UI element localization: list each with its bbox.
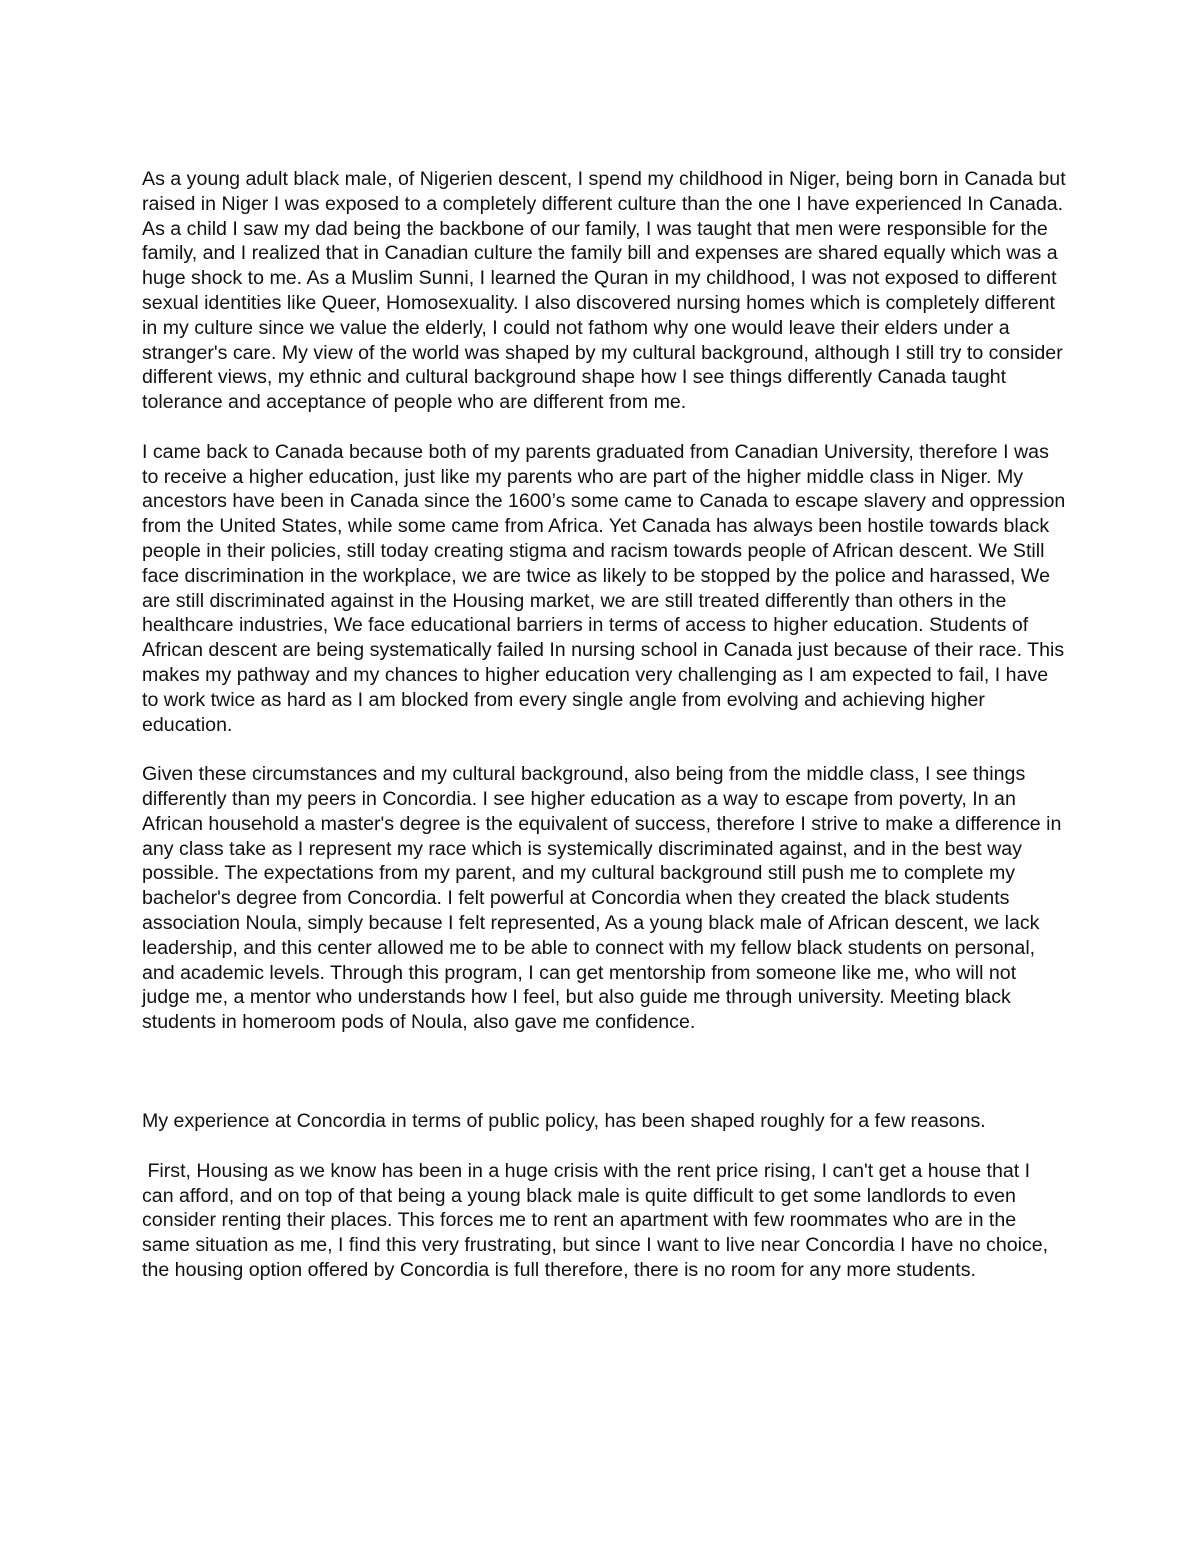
paragraph-concordia-perspective: Given these circumstances and my cultural background, also being from the middle class, I see things differently than my peers in Concordia. I see higher education as a way to escape from poverty, In an African household a master's degree is the equivalent of success, therefore I strive to make a difference in any class take as I represent my race which is systemically discriminated against, and in the best way possible. The expectations from my parent, and my cultural background still push me to complete my bachelor's degree from Concordia. I felt powerful at Concordia when they created the black students association Noula, simply because I felt represented, As a young black male of African descent, we lack leadership, and this center allowed me to be able to connect with my fellow black students on personal, and academic levels. Through this program, I can get mentorship from someone like me, who will not judge me, a mentor who understands how I feel, but also guide me through university. Meeting black students in homeroom pods of Noula, also gave me confidence. [142,763,1067,1034]
paragraph-housing: First, Housing as we know has been in a huge crisis with the rent price rising, I can't get a house that I can afford, and on top of that being a young black male is quite difficult to get some landlords to even consider renting their places. This forces me to rent an apartment with few roommates who are in the same situation as me, I find this very frustrating, but since I want to live near Concordia I have no choice, the housing option offered by Concordia is full therefore, there is no room for any more students. [142,1159,1054,1282]
paragraph-return-to-canada: I came back to Canada because both of my parents graduated from Canadian University, therefore I was to receive a higher education, just like my parents who are part of the higher middle class in Niger. My ancestors have been in Canada since the 1600’s some came to Canada to escape slavery and oppression from the United States, while some came from Africa. Yet Canada has always been hostile towards black people in their policies, still today creating stigma and racism towards people of African descent. We Still face discrimination in the workplace, we are twice as likely to be stopped by the police and harassed, We are still discriminated against in the Housing market, we are still treated differently than others in the healthcare industries, We face educational barriers in terms of access to higher education. Students of African descent are being systematically failed In nursing school in Canada just because of their race. This makes my pathway and my chances to higher education very challenging as I am expected to fail, I have to work twice as hard as I am blocked from every single angle from evolving and achieving higher education. [142,440,1071,736]
blank-space [142,1060,1067,1110]
paragraph-public-policy-intro: My experience at Concordia in terms of public policy, has been shaped roughly for a few reasons. [142,1110,986,1133]
document-body [142,167,1072,1308]
paragraph-cultural-background: As a young adult black male, of Nigerien descent, I spend my childhood in Niger, being born in Canada but raised in Niger I was exposed to a completely different culture than the one I have experienced In Canada. As a child I saw my dad being the backbone of our family, I was taught that men were responsible for the family, and I realized that in Canadian culture the family bill and expenses are shared equally which was a huge shock to me. As a Muslim Sunni, I learned the Quran in my childhood, I was not exposed to different sexual identities like Queer, Homosexuality. I also discovered nursing homes which is completely different in my culture since we value the elderly, I could not fathom why one would leave their elders under a stranger's care. My view of the world was shaped by my cultural background, although I still try to consider different views, my ethnic and cultural background shape how I see things differently Canada taught tolerance and acceptance of people who are different from me. [142,168,1072,414]
